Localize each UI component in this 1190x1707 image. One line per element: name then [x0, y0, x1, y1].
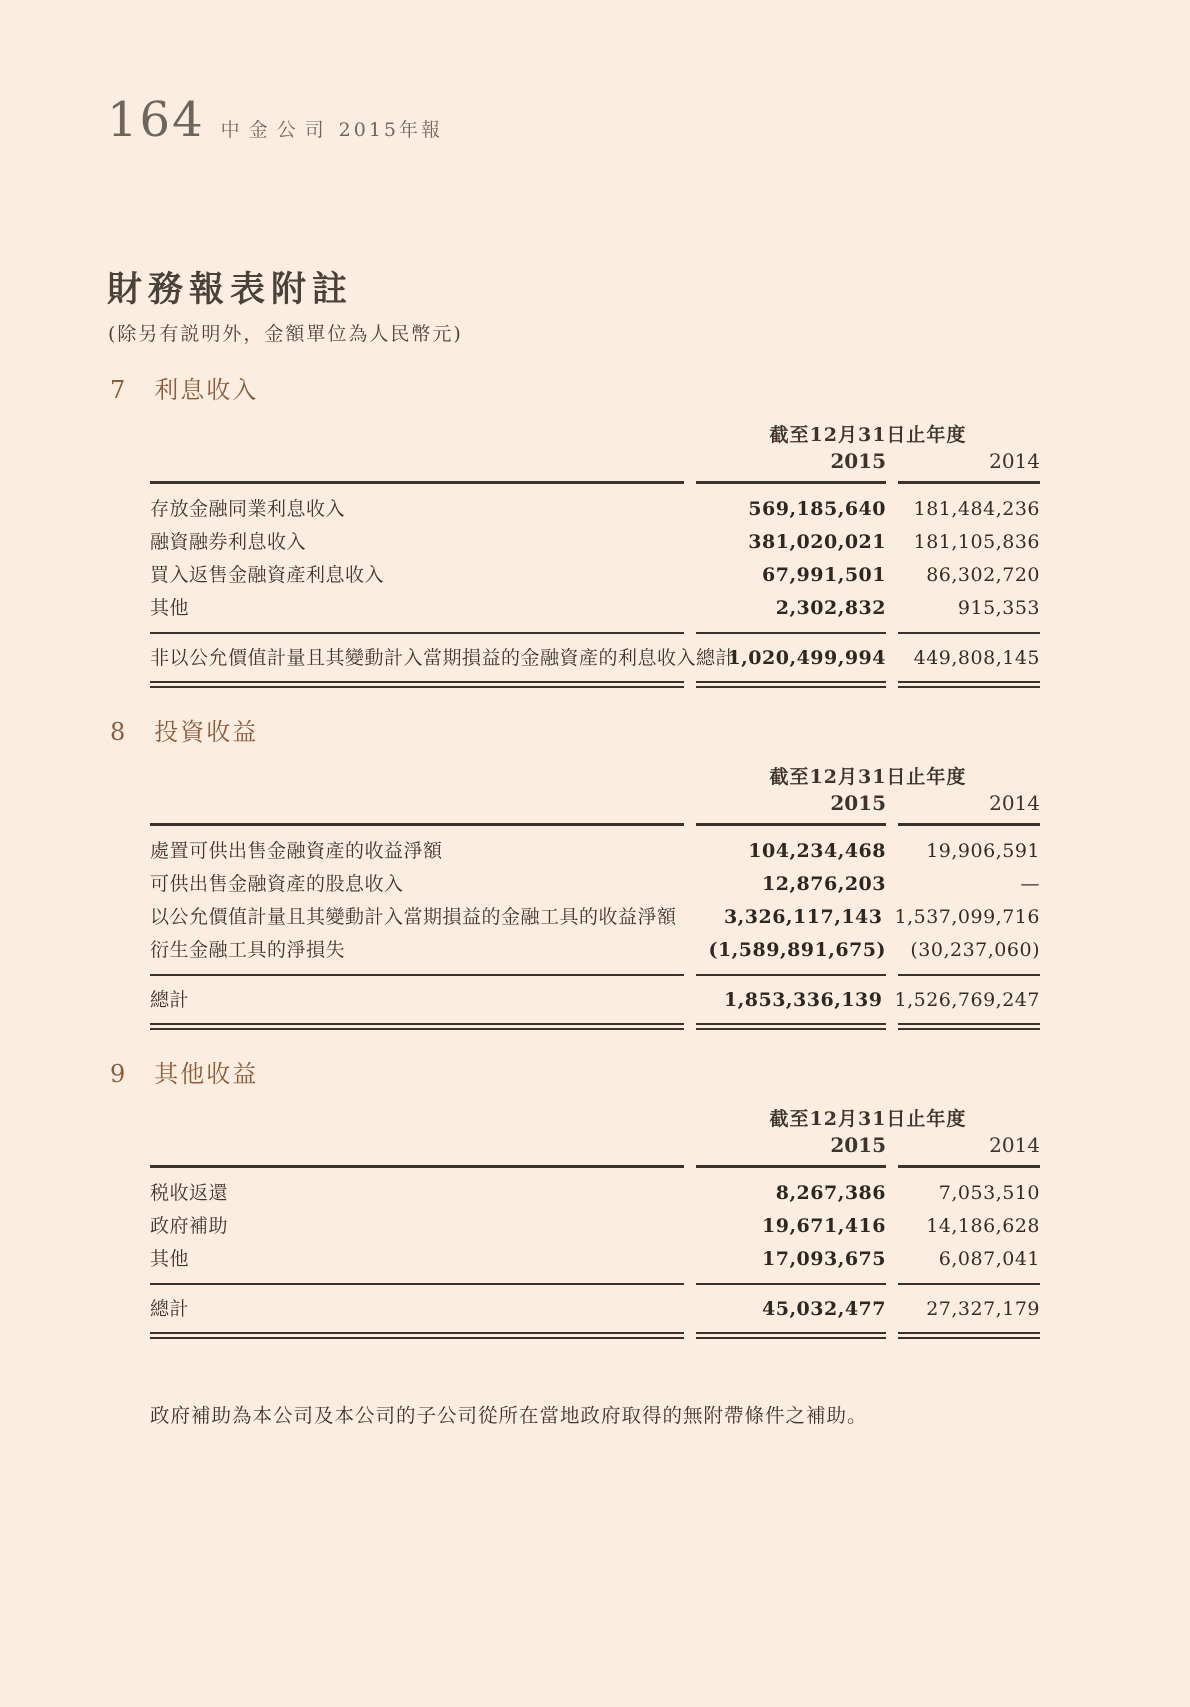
table-top-rule [150, 1165, 1040, 1168]
company-name: 中金公司 [220, 119, 333, 141]
table-total-row [150, 1285, 1040, 1332]
table-row [150, 868, 1040, 901]
table-row [150, 1177, 1040, 1210]
value-2014: 6,087,041 [938, 1248, 1040, 1270]
table-subtotal-rule [150, 1283, 1040, 1285]
value-2014: 915,353 [957, 597, 1040, 619]
table-top-rule [150, 481, 1040, 484]
table-row [150, 1210, 1040, 1243]
table-bottom-rule [150, 681, 1040, 683]
value-2014: 181,105,836 [913, 531, 1040, 553]
table-row [150, 526, 1040, 559]
value-2015: 17,093,675 [762, 1248, 886, 1270]
row-label: 以公允價值計量且其變動計入當期損益的金融工具的收益淨額 [150, 906, 677, 928]
table-top-rule [150, 823, 1040, 826]
total-label: 總計 [150, 989, 190, 1011]
section-number: 9 [110, 1060, 128, 1088]
table-period-row [150, 422, 1040, 448]
column-header-2014: 2014 [989, 1133, 1040, 1157]
value-2015: 381,020,021 [748, 531, 886, 553]
section-heading [110, 715, 1190, 749]
table-year-header-row [150, 1132, 1040, 1165]
section-title: 其他收益 [154, 1060, 259, 1088]
column-header-2015: 2015 [830, 449, 886, 473]
investment-income-table [150, 764, 1040, 1030]
table-year-header-row [150, 448, 1040, 481]
period-header: 截至12月31日止年度 [769, 424, 967, 446]
section-number: 8 [110, 718, 128, 746]
table-subtotal-rule [150, 632, 1040, 634]
section-other-income [0, 1057, 1190, 1339]
section-interest-income [0, 373, 1190, 688]
table-year-header-row [150, 790, 1040, 823]
table-period-row [150, 764, 1040, 790]
table-body [150, 1168, 1040, 1283]
page-title: 財務報表附註 [107, 269, 354, 310]
row-label: 存放金融同業利息收入 [150, 498, 346, 520]
section-title: 利息收入 [154, 376, 259, 404]
value-2014: 86,302,720 [926, 564, 1040, 586]
value-2014: 14,186,628 [926, 1215, 1040, 1237]
table-body [150, 826, 1040, 974]
section-number: 7 [110, 376, 128, 404]
interest-income-table [150, 422, 1040, 688]
column-header-2015: 2015 [830, 791, 886, 815]
total-value-2015: 1,020,499,994 [727, 647, 886, 669]
section-title: 投資收益 [154, 718, 259, 746]
table-row [150, 592, 1040, 625]
total-value-2014: 1,526,769,247 [894, 989, 1040, 1011]
row-label: 政府補助 [150, 1215, 229, 1237]
value-2015: 67,991,501 [762, 564, 886, 586]
value-2015: 12,876,203 [762, 873, 886, 895]
column-header-2014: 2014 [989, 449, 1040, 473]
row-label: 融資融券利息收入 [150, 531, 307, 553]
value-2014: (30,237,060) [910, 939, 1040, 961]
table-total-row [150, 976, 1040, 1023]
value-2015: 8,267,386 [775, 1182, 886, 1204]
total-label: 總計 [150, 1298, 190, 1320]
table-row [150, 901, 1040, 934]
table-bottom-rule [150, 1028, 1040, 1030]
row-label: 可供出售金融資產的股息收入 [150, 873, 404, 895]
total-value-2015: 1,853,336,139 [723, 989, 883, 1011]
section-heading [110, 1057, 1190, 1091]
report-name: 2015年報 [338, 119, 443, 141]
total-value-2014: 449,808,145 [913, 647, 1040, 669]
value-2014: 181,484,236 [913, 498, 1040, 520]
section-investment-income [0, 715, 1190, 1030]
row-label: 税收返還 [150, 1182, 229, 1204]
table-bottom-rule [150, 686, 1040, 688]
value-2015: 19,671,416 [762, 1215, 886, 1237]
page-subtitle: (除另有説明外，金額單位為人民幣元) [108, 323, 463, 345]
page-header [107, 92, 1190, 148]
value-2015: 569,185,640 [748, 498, 886, 520]
row-label: 處置可供出售金融資產的收益淨額 [150, 840, 443, 862]
table-subtotal-rule [150, 974, 1040, 976]
value-2014: 19,906,591 [926, 840, 1040, 862]
value-2014: 1,537,099,716 [894, 906, 1040, 928]
row-label: 其他 [150, 597, 190, 619]
table-row [150, 934, 1040, 967]
table-row [150, 559, 1040, 592]
value-2015: 2,302,832 [775, 597, 886, 619]
value-2015: 3,326,117,143 [723, 906, 883, 928]
period-header: 截至12月31日止年度 [769, 1108, 967, 1130]
total-label: 非以公允價值計量且其變動計入當期損益的金融資產的利息收入總計 [150, 647, 736, 669]
table-body [150, 484, 1040, 632]
value-2015: 104,234,468 [748, 840, 886, 862]
table-row [150, 1243, 1040, 1276]
other-income-table [150, 1106, 1040, 1339]
value-2015: (1,589,891,675) [708, 939, 886, 961]
column-header-2014: 2014 [989, 791, 1040, 815]
table-bottom-rule [150, 1023, 1040, 1025]
period-header: 截至12月31日止年度 [769, 766, 967, 788]
table-bottom-rule [150, 1337, 1040, 1339]
row-label: 衍生金融工具的淨損失 [150, 939, 346, 961]
table-period-row [150, 1106, 1040, 1132]
section-heading [110, 373, 1190, 407]
column-header-2015: 2015 [830, 1133, 886, 1157]
table-total-row [150, 634, 1040, 681]
footnote: 政府補助為本公司及本公司的子公司從所在當地政府取得的無附帶條件之補助。 [150, 1404, 868, 1427]
value-2014: — [1020, 873, 1040, 895]
table-bottom-rule [150, 1332, 1040, 1334]
table-row [150, 835, 1040, 868]
page-number: 164 [107, 92, 205, 148]
total-value-2015: 45,032,477 [762, 1298, 886, 1320]
total-value-2014: 27,327,179 [926, 1298, 1040, 1320]
row-label: 買入返售金融資產利息收入 [150, 564, 385, 586]
value-2014: 7,053,510 [938, 1182, 1040, 1204]
table-row [150, 493, 1040, 526]
row-label: 其他 [150, 1248, 190, 1270]
